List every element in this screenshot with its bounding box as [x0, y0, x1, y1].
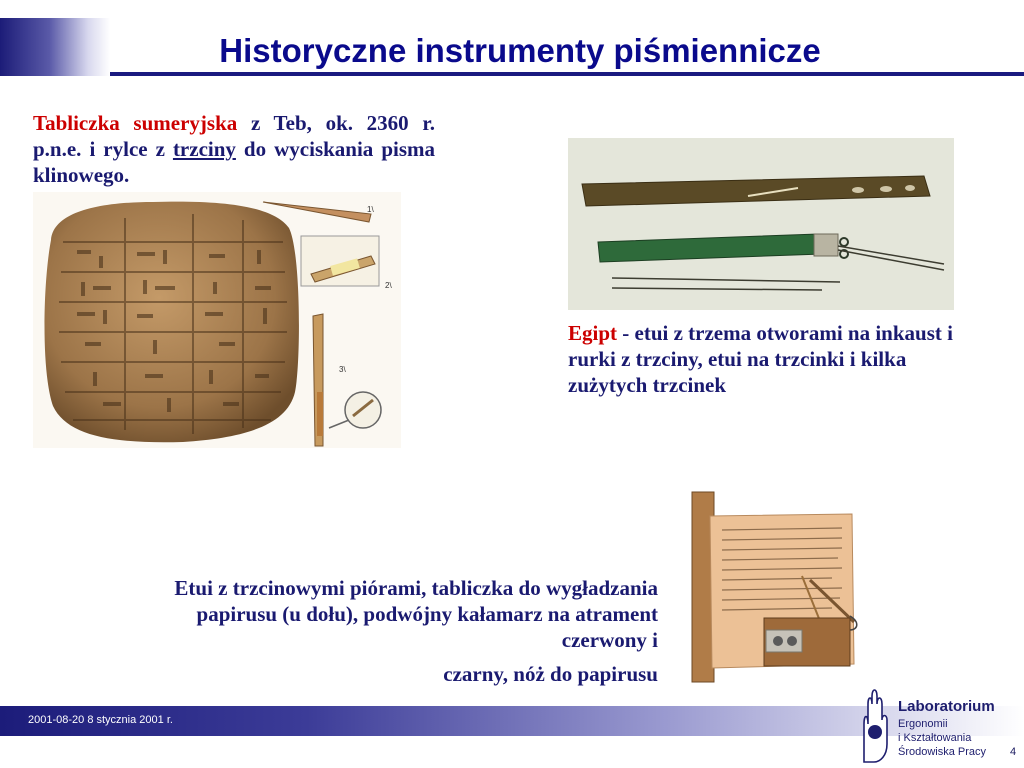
magnifier-circle [345, 392, 381, 428]
etui-caption [110, 575, 658, 687]
clay-tablet [45, 202, 299, 443]
sumer-text-1: z Teb, ok. 2360 r. p.n.e. i rylce z [33, 111, 435, 161]
sumer-text-2: do wyciskania pisma klinowego. [33, 137, 435, 187]
etui-line-2: czarny, nóż do papirusu [443, 662, 658, 686]
title-gradient [0, 18, 110, 76]
footer-date: 2001-08-20 8 stycznia 2001 r. [28, 714, 173, 726]
image-label-3: 3\ [339, 365, 346, 374]
slide-title: Historyczne instrumenty piśmiennicze [219, 32, 821, 69]
egipt-highlight: Egipt [568, 321, 618, 345]
egyptian-pen-case-image [568, 138, 954, 310]
pen-case-illustration [568, 138, 954, 310]
egipt-text: - etui z trzema otworami na inkaust i rurki z trzciny, etui na trzcinki i kilka zużytych trzcinek [568, 321, 953, 397]
logo-line-2: Ergonomii [898, 718, 948, 730]
title-underline [110, 72, 1024, 76]
papyrus-illustration [682, 490, 860, 686]
title-bar [0, 18, 1024, 76]
laboratory-logo [856, 684, 1006, 766]
sumerian-tablet-image [33, 192, 401, 448]
egipt-caption [568, 320, 960, 398]
etui-line-1: Etui z trzcinowymi piórami, tabliczka do wygładzania papirusu (u dołu), podwójny kałamarz na atrament czerwony i [174, 576, 658, 652]
image-label-2: 2\ [385, 281, 392, 290]
image-label-1: 1\ [367, 205, 374, 214]
logo-line-1: Laboratorium [898, 698, 995, 715]
tablet-illustration [33, 192, 401, 448]
sumer-underlined: trzciny [172, 137, 236, 161]
sumer-highlight: Tabliczka sumeryjska [33, 111, 238, 135]
hand-logo-icon [856, 684, 896, 766]
page-number: 4 [1010, 746, 1017, 758]
logo-line-3: i Kształtowania [898, 732, 972, 744]
sumer-caption [33, 110, 435, 188]
papyrus-set-image [682, 490, 860, 686]
logo-line-4: Środowiska Pracy [898, 746, 987, 758]
